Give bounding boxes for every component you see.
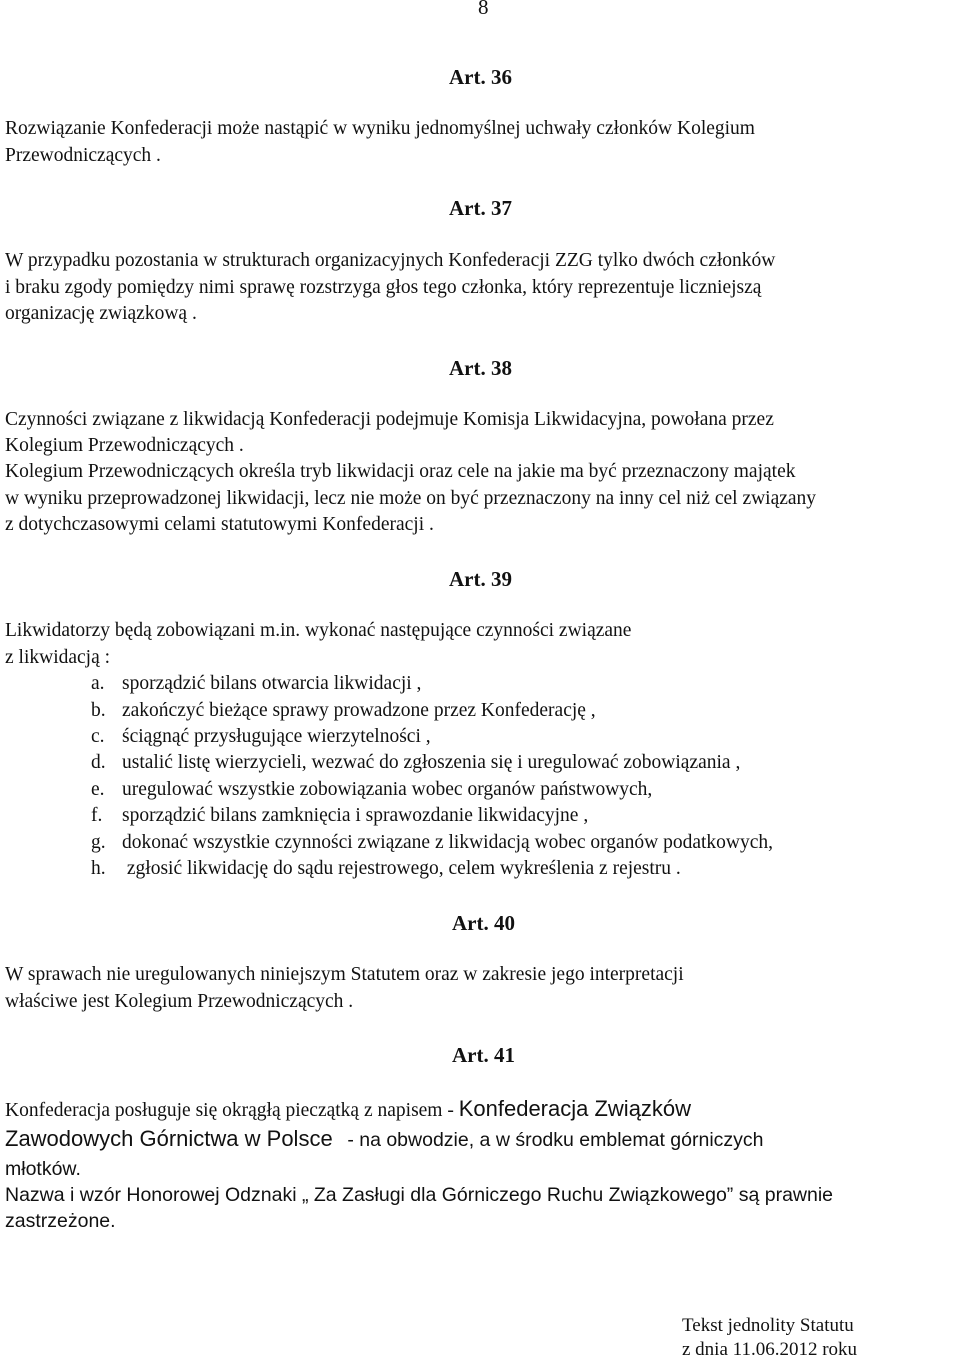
list-item-text: ściągnąć przysługujące wierzytelności , (122, 726, 431, 747)
footer-line-1: Tekst jednolity Statutu (682, 1315, 854, 1336)
art-38-line-2: Kolegium Przewodniczących . (5, 435, 244, 456)
list-item (91, 724, 431, 751)
art-39-intro-line-1: Likwidatorzy będą zobowiązani m.in. wykonać następujące czynności związane (5, 620, 632, 641)
list-item (91, 830, 773, 857)
art-41-line-3: młotków. (5, 1158, 81, 1180)
stamp-inscription-part-2: Zawodowych Górnictwa w Polsce (5, 1126, 333, 1151)
art-37-line-1: W przypadku pozostania w strukturach organizacyjnych Konfederacji ZZG tylko dwóch członków (5, 250, 776, 271)
list-item-letter: b. (91, 700, 106, 721)
stamp-inscription-part-1: Konfederacja Związków (458, 1096, 692, 1121)
list-item (91, 750, 740, 777)
art-36-heading: Art. 36 (449, 65, 512, 89)
art-41-line-2 (5, 1126, 764, 1155)
art-40-line-1: W sprawach nie uregulowanych niniejszym Statutem oraz w zakresie jego interpretacji (5, 964, 684, 985)
list-item-text: dokonać wszystkie czynności związane z likwidacją wobec organów podatkowych, (122, 832, 774, 853)
list-item-letter: f. (91, 805, 103, 826)
art-37-line-2: i braku zgody pomiędzy nimi sprawę rozstrzyga głos tego członka, który reprezentuje liczniejszą (5, 277, 762, 298)
footer-line-2: z dnia 11.06.2012 roku (682, 1339, 858, 1360)
list-item-text: zgłosić likwidację do sądu rejestrowego, celem wykreślenia z rejestru . (122, 858, 681, 879)
list-item-letter: h. (91, 858, 106, 879)
art-41-line-1-text: Konfederacja posługuje się okrągłą pieczątką z napisem - (5, 1100, 454, 1121)
art-38-line-5: z dotychczasowymi celami statutowymi Konfederacji . (5, 514, 434, 535)
art-41-line-1 (5, 1096, 691, 1125)
list-item-letter: g. (91, 832, 106, 853)
list-item (91, 698, 596, 725)
list-item (91, 777, 652, 804)
list-item-text: sporządzić bilans otwarcia likwidacji , (122, 673, 422, 694)
art-40-heading: Art. 40 (452, 911, 515, 935)
art-36-line-1: Rozwiązanie Konfederacji może nastąpić w wyniku jednomyślnej uchwały członków Kolegium (5, 118, 755, 139)
list-item-letter: e. (91, 779, 105, 800)
list-item (91, 671, 421, 698)
list-item (91, 803, 588, 830)
art-41-line-2-text: - na obwodzie, a w środku emblemat górniczych (347, 1129, 764, 1151)
art-38-line-1: Czynności związane z likwidacją Konfederacji podejmuje Komisja Likwidacyjna, powołana przez (5, 409, 774, 430)
art-37-line-3: organizację związkową . (5, 303, 197, 324)
list-item-letter: a. (91, 673, 105, 694)
art-41-line-5: zastrzeżone. (5, 1210, 116, 1232)
art-38-line-4: w wyniku przeprowadzonej likwidacji, lecz nie może on być przeznaczony na inny cel niż cel związany (5, 488, 817, 509)
art-36-line-2: Przewodniczących . (5, 145, 161, 166)
list-item-text: sporządzić bilans zamknięcia i sprawozdanie likwidacyjne , (122, 805, 589, 826)
list-item-text: zakończyć bieżące sprawy prowadzone przez Konfederację , (122, 700, 596, 721)
list-item-letter: c. (91, 726, 105, 747)
art-37-heading: Art. 37 (449, 196, 512, 220)
list-item-text: ustalić listę wierzycieli, wezwać do zgłoszenia się i uregulować zobowiązania , (122, 752, 741, 773)
art-39-heading: Art. 39 (449, 567, 512, 591)
page-number: 8 (478, 0, 489, 19)
art-40-line-2: właściwe jest Kolegium Przewodniczących . (5, 991, 354, 1012)
list-item-text: uregulować wszystkie zobowiązania wobec organów państwowych, (122, 779, 653, 800)
list-item (91, 856, 681, 883)
art-38-line-3: Kolegium Przewodniczących określa tryb likwidacji oraz cele na jakie ma być przeznaczony majątek (5, 461, 796, 482)
art-41-line-4: Nazwa i wzór Honorowej Odznaki „ Za Zasługi dla Górniczego Ruchu Związkowego” są prawnie (5, 1184, 834, 1206)
art-38-heading: Art. 38 (449, 356, 512, 380)
art-41-heading: Art. 41 (452, 1043, 515, 1067)
art-39-intro-line-2: z likwidacją : (5, 647, 111, 668)
list-item-letter: d. (91, 752, 106, 773)
